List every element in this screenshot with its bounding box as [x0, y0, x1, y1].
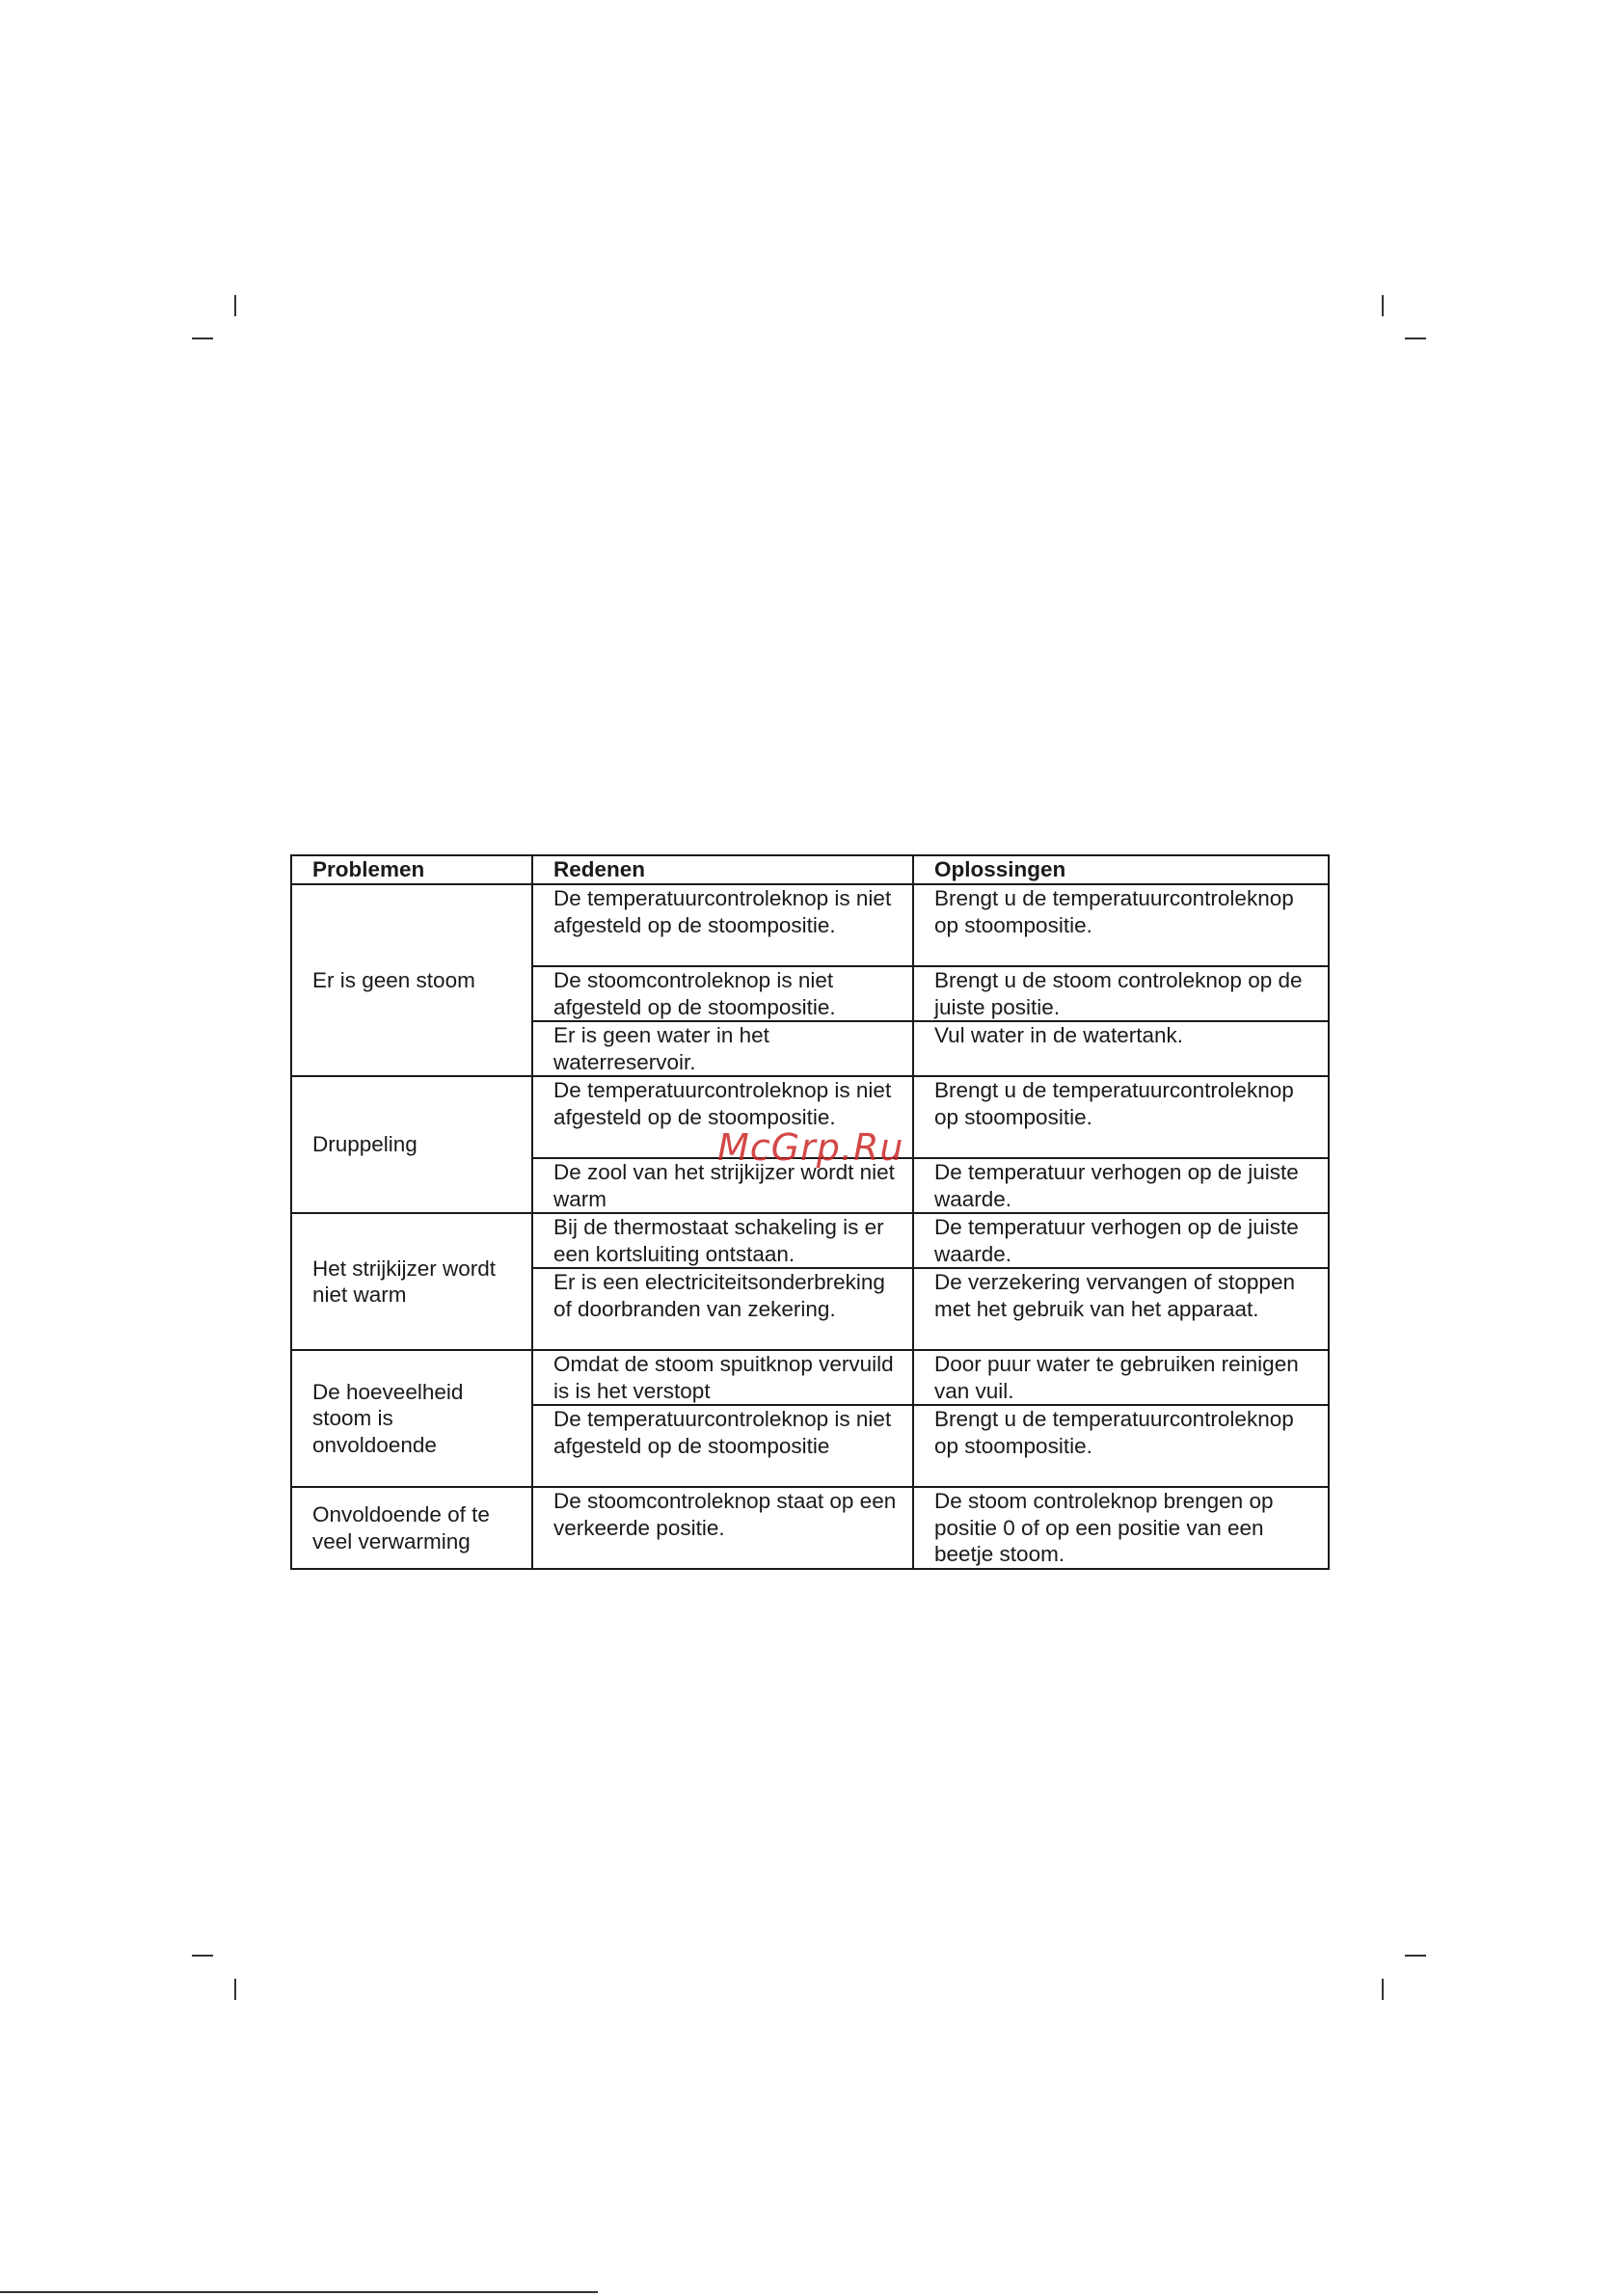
problem-cell: Het strijkijzer wordt niet warm — [291, 1213, 532, 1350]
solution-cell: Brengt u de temperatuurcontroleknop op stoompositie. — [913, 884, 1329, 966]
solution-cell: Door puur water te gebruiken reinigen van vuil. — [913, 1350, 1329, 1405]
problem-cell: De hoeveelheid stoom is onvoldoende — [291, 1350, 532, 1487]
reason-cell: De stoomcontroleknop staat op een verkeerde positie. — [532, 1487, 913, 1569]
reason-cell: De temperatuurcontroleknop is niet afgesteld op de stoompositie — [532, 1405, 913, 1487]
reason-cell: De stoomcontroleknop is niet afgesteld op de stoompositie. — [532, 966, 913, 1021]
reason-cell: De temperatuurcontroleknop is niet afgesteld op de stoompositie. — [532, 1076, 913, 1158]
header-reasons: Redenen — [532, 855, 913, 884]
crop-mark-bottom-right-vertical — [1382, 1979, 1384, 2000]
solution-cell: De temperatuur verhogen op de juiste waarde. — [913, 1213, 1329, 1268]
solution-cell: Brengt u de temperatuurcontroleknop op stoompositie. — [913, 1076, 1329, 1158]
table-row — [291, 884, 1329, 966]
table-row — [291, 1350, 1329, 1405]
crop-mark-bottom-right-horizontal — [1405, 1955, 1426, 1957]
problem-cell: Onvoldoende of te veel verwarming — [291, 1487, 532, 1569]
crop-mark-bottom-left-horizontal — [192, 1955, 213, 1957]
reason-cell: Er is geen water in het waterreservoir. — [532, 1021, 913, 1076]
table-row — [291, 1213, 1329, 1268]
solution-cell: De verzekering vervangen of stoppen met het gebruik van het apparaat. — [913, 1268, 1329, 1350]
crop-mark-top-right-horizontal — [1405, 338, 1426, 339]
reason-cell: Bij de thermostaat schakeling is er een kortsluiting ontstaan. — [532, 1213, 913, 1268]
table-header-row — [291, 855, 1329, 884]
reason-cell: De zool van het strijkijzer wordt niet warm — [532, 1158, 913, 1213]
table-row — [291, 1487, 1329, 1569]
crop-mark-top-left-horizontal — [192, 338, 213, 339]
troubleshooting-table — [290, 854, 1330, 1570]
crop-mark-bottom-left-vertical — [234, 1979, 236, 2000]
footer-rule — [0, 2291, 598, 2293]
header-problems: Problemen — [291, 855, 532, 884]
watermark-text: McGrp.Ru — [717, 1126, 904, 1169]
reason-cell: De temperatuurcontroleknop is niet afgesteld op de stoompositie. — [532, 884, 913, 966]
solution-cell: Brengt u de stoom controleknop op de juiste positie. — [913, 966, 1329, 1021]
reason-cell: Omdat de stoom spuitknop vervuild is is het verstopt — [532, 1350, 913, 1405]
problem-cell: Er is geen stoom — [291, 884, 532, 1076]
solution-cell: De temperatuur verhogen op de juiste waarde. — [913, 1158, 1329, 1213]
solution-cell: De stoom controleknop brengen op positie 0 of op een positie van een beetje stoom. — [913, 1487, 1329, 1569]
reason-cell: Er is een electriciteitsonderbreking of doorbranden van zekering. — [532, 1268, 913, 1350]
solution-cell: Brengt u de temperatuurcontroleknop op stoompositie. — [913, 1405, 1329, 1487]
crop-mark-top-right-vertical — [1382, 295, 1384, 316]
crop-mark-top-left-vertical — [234, 295, 236, 316]
solution-cell: Vul water in de watertank. — [913, 1021, 1329, 1076]
header-solutions: Oplossingen — [913, 855, 1329, 884]
problem-cell: Druppeling — [291, 1076, 532, 1213]
